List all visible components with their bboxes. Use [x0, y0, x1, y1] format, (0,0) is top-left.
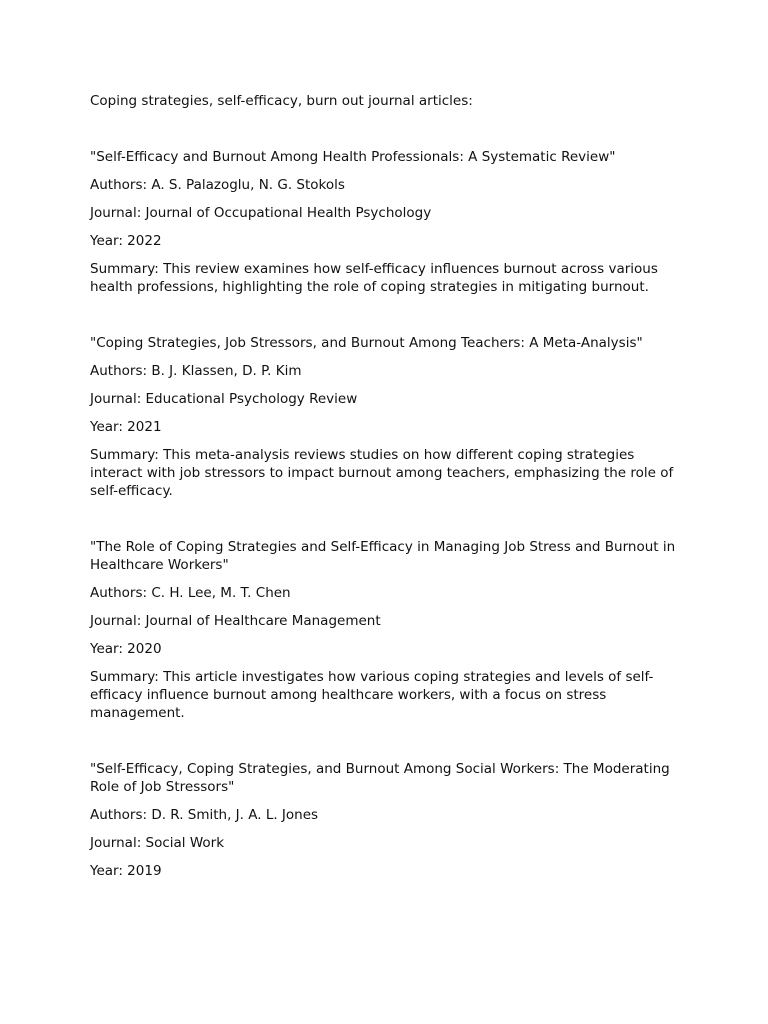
article-journal: Journal: Educational Psychology Review [90, 391, 358, 407]
article-title: "Self-Efficacy, Coping Strategies, and Burnout Among Social Workers: The Moderating Role of Job Stressors" [90, 761, 670, 795]
document-heading: Coping strategies, self-efficacy, burn out journal articles: [90, 93, 473, 109]
article-authors: Authors: B. J. Klassen, D. P. Kim [90, 363, 302, 379]
article-entry [90, 148, 678, 296]
article-entry [90, 538, 678, 722]
article-authors: Authors: C. H. Lee, M. T. Chen [90, 585, 291, 601]
article-entry [90, 334, 678, 500]
article-entry [90, 760, 678, 880]
article-journal: Journal: Social Work [90, 835, 225, 851]
article-title: "Self-Efficacy and Burnout Among Health Professionals: A Systematic Review" [90, 149, 616, 165]
article-authors: Authors: A. S. Palazoglu, N. G. Stokols [90, 177, 345, 193]
article-year: Year: 2020 [90, 641, 162, 657]
article-year: Year: 2019 [90, 863, 162, 879]
article-journal: Journal: Journal of Healthcare Management [90, 613, 381, 629]
article-summary: Summary: This article investigates how various coping strategies and levels of self-efficacy influence burnout among healthcare workers, with a focus on stress management. [90, 669, 654, 721]
article-authors: Authors: D. R. Smith, J. A. L. Jones [90, 807, 319, 823]
article-title: "Coping Strategies, Job Stressors, and Burnout Among Teachers: A Meta-Analysis" [90, 335, 643, 351]
article-year: Year: 2021 [90, 419, 162, 435]
article-year: Year: 2022 [90, 233, 162, 249]
article-summary: Summary: This review examines how self-efficacy influences burnout across various health professions, highlighting the role of coping strategies in mitigating burnout. [90, 261, 658, 295]
article-title: "The Role of Coping Strategies and Self-Efficacy in Managing Job Stress and Burnout in Healthcare Workers" [90, 539, 676, 573]
article-summary: Summary: This meta-analysis reviews studies on how different coping strategies interact with job stressors to impact burnout among teachers, emphasizing the role of self-efficacy. [90, 447, 674, 499]
article-journal: Journal: Journal of Occupational Health Psychology [90, 205, 432, 221]
